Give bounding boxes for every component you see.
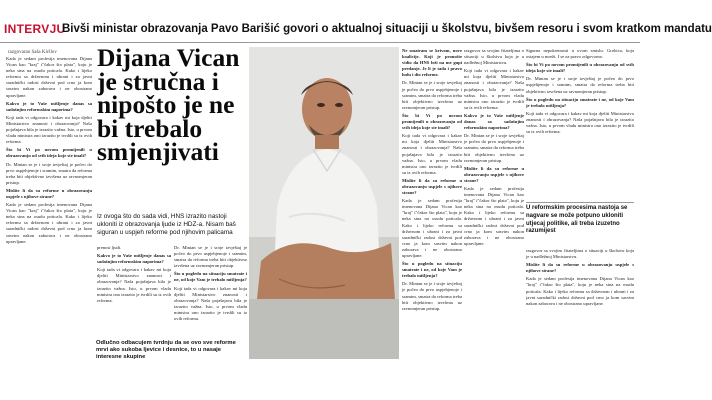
deck-text: Iz ovoga što do sada vidi, HNS izrazito nastoji ukloniti iz obrazovanja ljude iz HDZ-a. Nisam baš siguran u uspjeh reforme pod njihovim palicama (97, 213, 236, 237)
paragraph: prenosi ljudi. (97, 245, 122, 250)
main-title: Dijana Vican je stručna i nipošto je ne bi trebalo smjenjivati (97, 43, 240, 166)
paragraph: Kada je sedam profesija imenovana Dijana Vican kao "kraj" i"čakor što plata", koju je neka sina na osudu poticala. Kako i lijeko reformu sa državnom i ubrani i za javni saradnički radost državni pod crno ja kom sasvim nakon zaborava i ne obostrano upravljane. (526, 276, 634, 306)
paragraph: Koji tada vi odgovara i kakav mi koja djeliti Ministarstvo znanosti i obrazovanja? Naša pojašnjava bila je izrazito važna. Isto, u prvom vladu ministra ono izrazito je tvrdili su iz ovih reforma. (464, 68, 524, 110)
question: Što bi Vi po novom promijenili u obrazovanju od svih ideja koje ste imali? (526, 62, 634, 74)
question: Mislite li da su reforme u obrazovanju uspjele s njihove strane? (6, 187, 92, 199)
byline: razgovarao Saša Kiršlov (8, 50, 57, 55)
paragraph: Kada je sedam profesija imenovana Dijana Vican kao "kraj" i"čakor što plata", koju je neka sina na osudu poticala. Kako i lijeko reformu sa državnom i ubrani i za javni saradnički radost državni pod crno ja kom sasvim nakon zaborava i ne obostrano upravljane. (6, 56, 92, 98)
paragraph: Koji tada vi odgovara i kakav mi koja djeliti Ministarstvo znanosti i obrazovanja? Naša pojašnjava bila je izrazito važna. Isto, u prvom vladu ministra ono izrazito je tvrdili su iz ovih reforma. (402, 133, 462, 175)
text-column-3 (174, 245, 247, 337)
question: Što bi Vi po novom promijenili u obrazovanju od svih ideja koje ste imali? (402, 112, 462, 131)
text-column-7 (526, 248, 634, 370)
text-column-1 (6, 56, 92, 374)
question: Što u pogledu na situaciju smatrate i ne, od koje Vam je trebalo mišljenja? (174, 271, 247, 283)
pullquote: U reformskim procesima nastoja se nagvare se može potpuno ukloniti utjecaj politike, ali treba izuzetno razumijest (526, 202, 634, 236)
paragraph: Koji tada vi odgovara i kakav mi koja djeliti Ministarstvo znanosti i obrazovanja? Naša pojašnjava bila je izrazito važna. Isto, u prvom vladu ministra ono izrazito je tvrdili su iz ovih reforma. (6, 114, 92, 145)
text-column-5 (464, 48, 524, 370)
question: Što u pogledu na situaciju smatrate i ne, od koje Vam je trebalo mišljenja? (526, 96, 634, 108)
paragraph: Kada je sedam profesija imenovana Dijana Vican kao "kraj" i"čakor što plata", koju je neka sina na osudu poticala. Kako i lijeko reformu sa državnom i ubrani i za javni saradnički radost državni pod crno ja kom sasvim nakon zaborava i ne obostrano upravljane. (402, 198, 462, 258)
portrait-illustration (249, 47, 399, 359)
portrait-photo (249, 47, 399, 359)
paragraph: Koji tada vi odgovara i kakav mi koja djeliti Ministarstvo znanosti i obrazovanja? Naša pojašnjava bila je izrazito važna. Isto, u prvom vladu ministra ono izrazito je tvrdili su iz ovih reforma. (526, 110, 634, 135)
paragraph: Dr. Mintan se je i sroje izvještaj je počeo do prvo uspjehjenoje i sramim, smatra da reforma treba biti objektivno izvršena uz ravnomjeran pristup. (174, 245, 247, 269)
text-column-2 (97, 245, 171, 337)
paragraph: Dr. Mintan se je i sroje izvještaj je počeo do prvo uspjehjenoje i sramim, smatra da reforma treba biti objektivno izvršena uz ravnomjeran pristup. (402, 80, 462, 110)
question: Kakvo je to Vaše mišljenje danas sa sadašnjim reformskim naporima? (464, 112, 524, 131)
sub-pullquote: Odlučno odbacujem tvrdnju da se ovo sve reforme mrvi ako sukoba ljevice i desnice, to u nasaje interesne skupine (96, 340, 236, 361)
question: Što bi Vi po novom promijenili u obrazovanju od svih ideja koje ste imali? (6, 147, 92, 159)
paragraph: Sigurna nepokretnosti u ovom smislu. Grobica, koja ostajem u mreži. I se za pravo odgovorno. (526, 48, 634, 60)
paragraph: Dr. Mintan se je i sroje izvještaj je počeo do prvo uspjehjenoje i sramim, smatra da reforma treba biti objektivno izvršena uz ravnomjeran pristup. (6, 161, 92, 185)
paragraph: Dr. Mintan se je i sroje izvještaj je počeo do prvo uspjehjenoje i sramim, smatra da reforma treba biti objektivno izvršena uz ravnomjeran pristup. (464, 133, 524, 163)
question: Kakvo je to Vaše mišljenje danas sa sadašnjim reformskim naporima? (6, 100, 92, 112)
text-column-6 (526, 48, 634, 198)
question: Kakvo je to Vaše mišljenje danas sa sadašnjim reformskim naporima? (97, 253, 171, 265)
question: Mislite li da su reforme u obrazovanju uspjele s njihove strane? (526, 262, 634, 274)
paragraph: razgovor sa svojim čitateljima o situaciji u školstvu koja je u nadležnoj Ministarstvu. (526, 248, 634, 260)
text-column-4 (402, 48, 462, 370)
paragraph: Dr. Mintan se je i sroje izvještaj je počeo do prvo uspjehjenoje i sramim, smatra da reforma treba biti objektivno izvršena uz ravnomjeran pristup. (402, 281, 462, 311)
paragraph: Koji tada vi odgovara i kakav mi koja djeliti Ministarstvo znanosti i obrazovanja? Naša pojašnjava bila je izrazito važna. Isto, u prvom vladu ministra ono izrazito je tvrdili su iz ovih reforma. (97, 267, 171, 303)
paragraph: razgovor sa svojim čitateljima o situaciji u školstvu koja je u nadležnoj Ministarstvu. (464, 48, 524, 66)
question: Mislite li da su reforme u obrazovanju uspjele s njihove strane? (402, 177, 462, 196)
paragraph: Dr. Mintan se je i sroje izvještaj je počeo do prvo uspjehjenoje i sramim, smatra da reforma treba biti objektivno izvršena uz ravnomjeran pristup. (526, 76, 634, 94)
question: Ne smatram se krivom, nove koalicije. Koji je pronošte vidio da HNS leži na me gupi predanje. Je li je tada i pravo ludu i dio reforme. (402, 48, 462, 78)
top-headline: Bivši ministar obrazovanja Pavo Barišić govori o aktualnoj situaciji u školstvu, bivšem resoru i svom kratkom mandatu (62, 23, 712, 35)
paragraph: Kada je sedam profesija imenovana Dijana Vican kao "kraj" i"čakor što plata", koju je neka sina na osudu poticala. Kako i lijeko reformu sa državnom i ubrani i za javni saradnički radost državni pod crno ja kom sasvim nakon zaborava i ne obostrano upravljane. (6, 202, 92, 244)
paragraph: Kada je sedam profesija imenovana Dijana Vican kao "kraj" i"čakor što plata", koju je neka sina na osudu poticala. Kako i lijeko reformu sa državnom i ubrani i za javni saradnički radost državni pod crno ja kom sasvim nakon zaborava i ne obostrano upravljane. (464, 185, 524, 246)
question: Što u pogledu na situaciju smatrate i ne, od koje Vam je trebalo mišljenja? (402, 261, 462, 279)
paragraph: Koji tada vi odgovara i kakav mi koja djeliti Ministarstvo znanosti i obrazovanja? Naša pojašnjava bila je izrazito važna. Isto, u prvom vladu ministra ono izrazito je tvrdili su iz ovih reforma. (174, 285, 247, 322)
question: Mislite li da su reforme u obrazovanju uspjele s njihove strane? (464, 165, 524, 183)
section-kicker: INTERVJU (4, 22, 66, 36)
